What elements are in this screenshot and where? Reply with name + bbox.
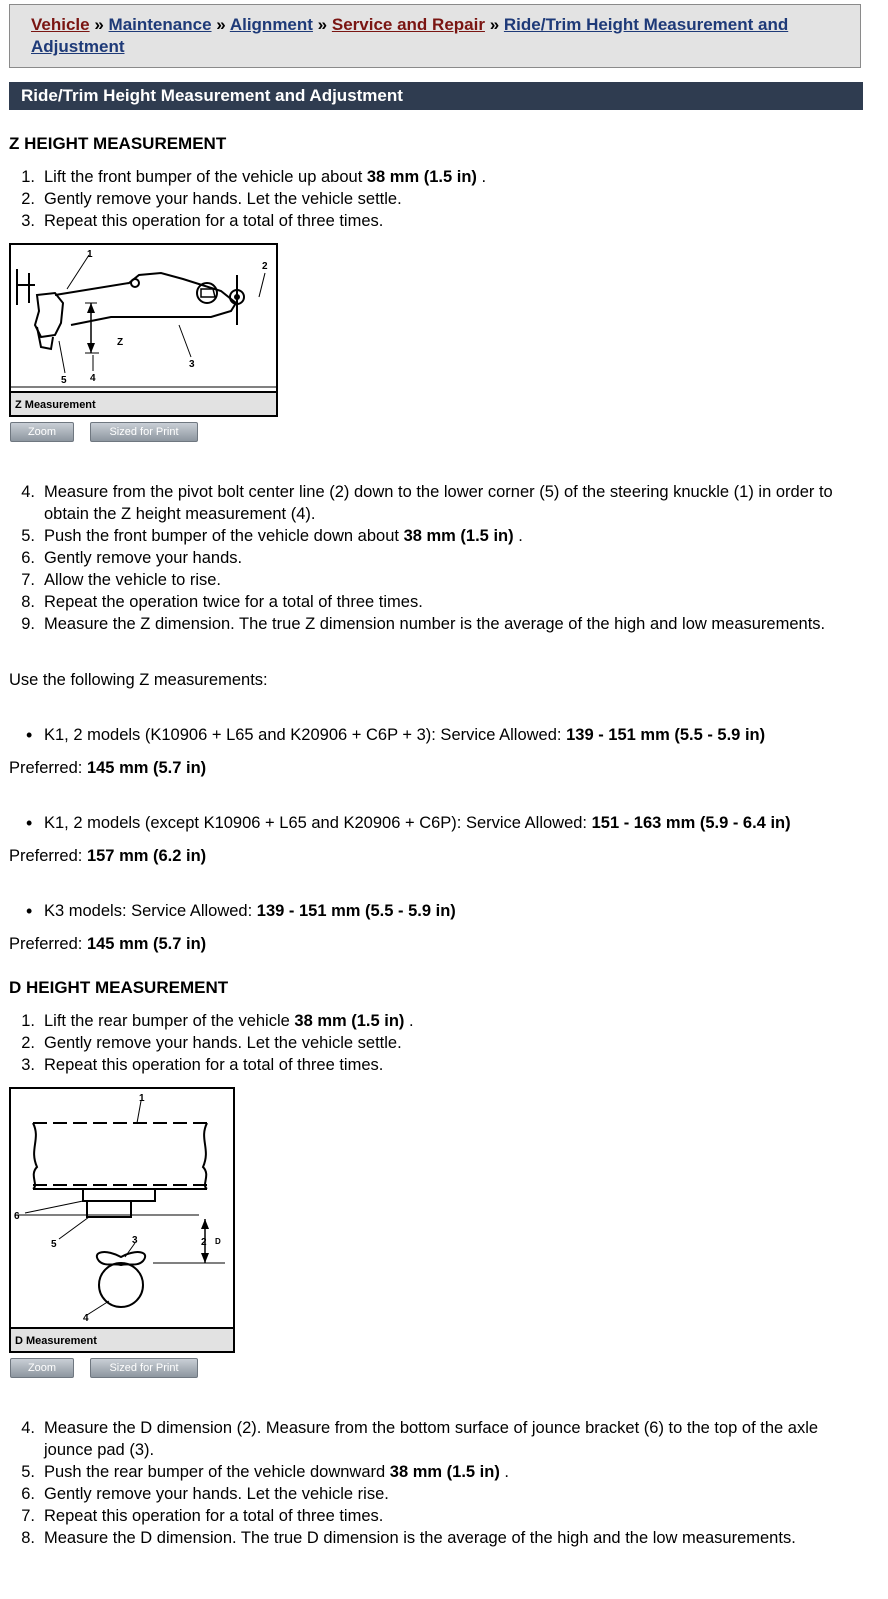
- spec-item: [9, 724, 879, 746]
- breadcrumb-separator: »: [489, 15, 500, 34]
- preferred-value: Preferred: 145 mm (5.7 in): [9, 935, 207, 953]
- list-item: • K1, 2 models (except K10906 + L65 and K20906 + C6P): Service Allowed: 151 - 163 mm (5.9 - 6.4 in): [9, 812, 879, 834]
- list-item: 6. Gently remove your hands. Let the vehicle rise.: [21, 1485, 389, 1503]
- z-measurement-diagram: [11, 245, 276, 391]
- figure-caption: Z Measurement: [11, 391, 276, 415]
- breadcrumb-link-vehicle[interactable]: Vehicle: [31, 15, 90, 34]
- list-item: 9. Measure the Z dimension. The true Z dimension number is the average of the high and low measurements.: [21, 615, 826, 633]
- breadcrumb-separator: »: [317, 15, 328, 34]
- z-intro: Use the following Z measurements:: [9, 671, 268, 689]
- callout-d: D: [215, 1237, 221, 1246]
- d-section: [9, 977, 228, 999]
- list-item: 5. Push the rear bumper of the vehicle downward 38 mm (1.5 in) .: [21, 1463, 509, 1481]
- callout-4: 4: [83, 1313, 89, 1324]
- list-item: 8. Measure the D dimension. The true D dimension is the average of the high and the low measurements.: [21, 1529, 796, 1547]
- breadcrumb-separator: »: [216, 15, 226, 34]
- list-item: 7. Allow the vehicle to rise.: [21, 571, 221, 589]
- breadcrumb-separator: »: [94, 15, 104, 34]
- list-item: 1. Lift the front bumper of the vehicle up about 38 mm (1.5 in) .: [21, 168, 487, 186]
- list-item: 4. Measure the D dimension (2). Measure from the bottom surface of jounce bracket (6) to the top of the axle jounce pad (3).: [21, 1419, 819, 1459]
- figure-caption: D Measurement: [11, 1327, 233, 1351]
- preferred-value: Preferred: 157 mm (6.2 in): [9, 847, 207, 865]
- list-item: 2. Gently remove your hands. Let the vehicle settle.: [21, 1034, 402, 1052]
- breadcrumb-link-ride-trim[interactable]: Ride/Trim Height Measurement and Adjustment: [31, 15, 789, 56]
- callout-1: 1: [139, 1093, 145, 1104]
- callout-6: 6: [14, 1211, 20, 1222]
- breadcrumb-link-alignment[interactable]: Alignment: [229, 15, 313, 34]
- breadcrumb-link-service-repair[interactable]: Service and Repair: [331, 15, 485, 34]
- list-item: 1. Lift the rear bumper of the vehicle 38 mm (1.5 in) .: [21, 1012, 414, 1030]
- z-steps-b: [9, 481, 869, 635]
- zoom-button[interactable]: Zoom: [10, 1358, 74, 1378]
- z-steps-a: [9, 166, 869, 232]
- callout-1: 1: [87, 249, 93, 260]
- zoom-button[interactable]: Zoom: [10, 422, 74, 442]
- d-steps-a: [9, 1010, 869, 1076]
- z-measurement-figure: [9, 243, 278, 417]
- list-item: 4. Measure from the pivot bolt center line (2) down to the lower corner (5) of the steering knuckle (1) in order to obtain the Z height measurement (4).: [21, 483, 833, 523]
- list-item: 3. Repeat this operation for a total of three times.: [21, 1056, 384, 1074]
- callout-3: 3: [189, 359, 195, 370]
- sized-for-print-button[interactable]: Sized for Print: [90, 1358, 198, 1378]
- callout-5: 5: [51, 1239, 57, 1250]
- callout-2: 2: [201, 1237, 207, 1248]
- list-item: 6. Gently remove your hands.: [21, 549, 243, 567]
- breadcrumb-link-maintenance[interactable]: Maintenance: [108, 15, 212, 34]
- callout-3: 3: [132, 1235, 138, 1246]
- spec-item: [9, 900, 879, 922]
- list-item: • K3 models: Service Allowed: 139 - 151 mm (5.5 - 5.9 in): [9, 900, 879, 922]
- page-title: Ride/Trim Height Measurement and Adjustment: [9, 82, 863, 110]
- callout-z: Z: [117, 337, 124, 348]
- callout-4: 4: [90, 373, 96, 384]
- d-measurement-figure: [9, 1087, 235, 1353]
- z-heading: Z HEIGHT MEASUREMENT: [9, 134, 227, 153]
- d-measurement-diagram: [11, 1089, 233, 1327]
- z-section: [9, 133, 226, 155]
- list-item: 8. Repeat the operation twice for a total of three times.: [21, 593, 423, 611]
- list-item: • K1, 2 models (K10906 + L65 and K20906 + C6P + 3): Service Allowed: 139 - 151 mm (5.5 - 5.9 in): [9, 724, 879, 746]
- list-item: 2. Gently remove your hands. Let the vehicle settle.: [21, 190, 402, 208]
- d-heading: D HEIGHT MEASUREMENT: [9, 978, 229, 997]
- spec-item: [9, 812, 879, 834]
- list-item: 3. Repeat this operation for a total of three times.: [21, 212, 384, 230]
- sized-for-print-button[interactable]: Sized for Print: [90, 422, 198, 442]
- list-item: 7. Repeat this operation for a total of three times.: [21, 1507, 384, 1525]
- list-item: 5. Push the front bumper of the vehicle down about 38 mm (1.5 in) .: [21, 527, 523, 545]
- callout-2: 2: [262, 261, 268, 272]
- preferred-value: Preferred: 145 mm (5.7 in): [9, 759, 207, 777]
- breadcrumb: [9, 4, 861, 68]
- d-steps-b: [9, 1417, 869, 1549]
- callout-5: 5: [61, 375, 67, 386]
